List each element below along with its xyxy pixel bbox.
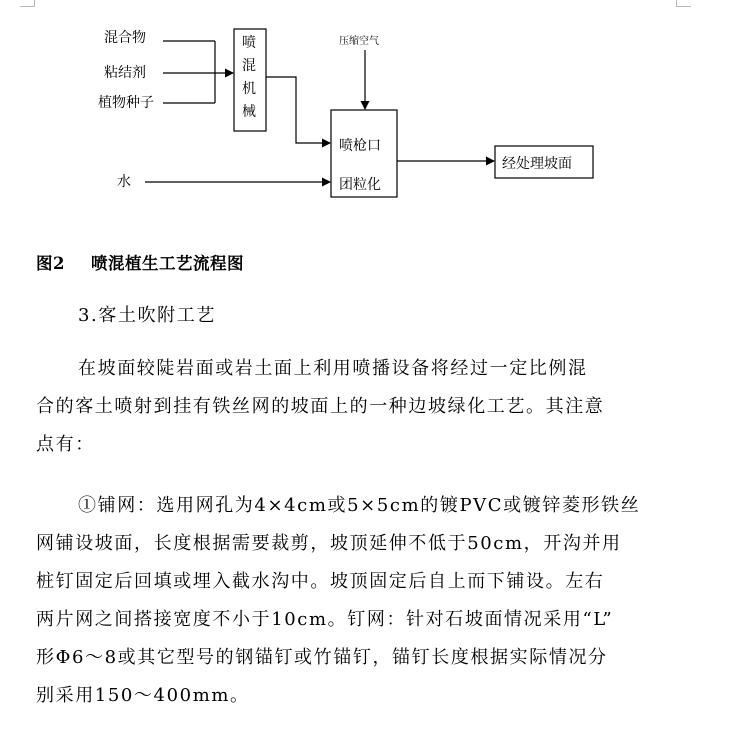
paragraph-netting <box>36 487 676 715</box>
input-label-mixture: 混合物 <box>104 30 146 46</box>
figure-number: 图2 <box>36 254 65 273</box>
arrow-mixer-to-nozzle <box>266 77 330 143</box>
paragraph-line: 两片网之间搭接宽度不小于10cm。钉网：针对石坡面情况采用“L” <box>36 609 614 630</box>
treated-slope-label: 经处理坡面 <box>502 156 572 172</box>
mixer-char-4: 械 <box>242 104 256 120</box>
nozzle-label: 喷枪口 <box>339 138 381 154</box>
section-heading-text: 3.客土吹附工艺 <box>78 305 216 326</box>
mixer-char-3: 机 <box>242 81 256 97</box>
granulation-label: 团粒化 <box>339 177 381 193</box>
figure-caption <box>36 250 244 274</box>
input-label-binder: 粘结剂 <box>104 65 146 81</box>
process-flowchart <box>0 0 750 240</box>
paragraph-line: ①铺网：选用网孔为4×4cm或5×5cm的镀PVC或镀锌菱形铁丝 <box>78 495 641 516</box>
paragraph-line: 在坡面较陡岩面或岩土面上利用喷播设备将经过一定比例混 <box>78 358 588 379</box>
paragraph-line: 点有： <box>36 434 95 455</box>
paragraph-line: 桩钉固定后回填或埋入截水沟中。坡顶固定后自上而下铺设。左右 <box>36 571 605 592</box>
section-heading <box>78 297 718 335</box>
compressed-air-label: 压缩空气 <box>339 36 379 47</box>
input-label-seeds: 植物种子 <box>98 95 154 111</box>
water-label: 水 <box>117 174 131 190</box>
figure-title: 喷混植生工艺流程图 <box>90 254 244 273</box>
paragraph-line: 别采用150～400mm。 <box>36 685 250 706</box>
mixer-char-2: 混 <box>242 58 256 74</box>
paragraph-line: 形Φ6～8或其它型号的钢锚钉或竹锚钉，锚钉长度根据实际情况分 <box>36 647 608 668</box>
paragraph-intro <box>36 350 676 464</box>
mixer-char-1: 喷 <box>242 35 256 51</box>
paragraph-line: 合的客土喷射到挂有铁丝网的坡面上的一种边坡绿化工艺。其注意 <box>36 396 605 417</box>
paragraph-line: 网铺设坡面，长度根据需要裁剪，坡顶延伸不低于50cm，开沟并用 <box>36 533 622 554</box>
